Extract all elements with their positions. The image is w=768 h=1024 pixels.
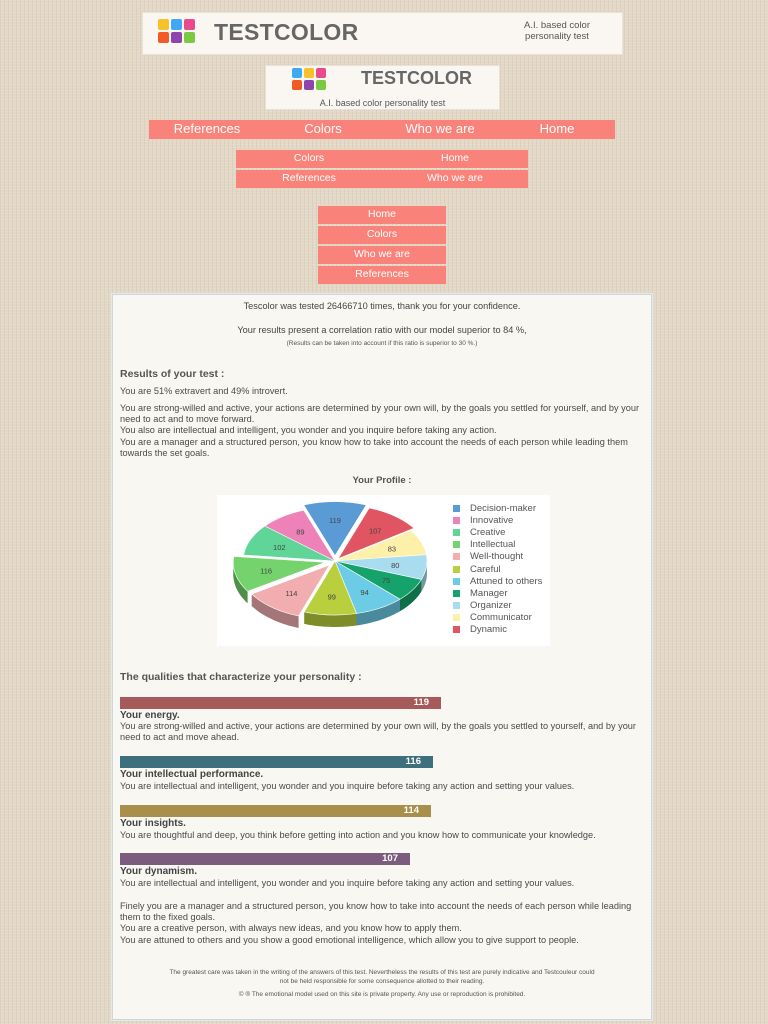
- results-line: You are strong-willed and active, your actions are determined by your own will, by the goals you settled for yourself, and by your need to act and to move forward.: [120, 403, 640, 425]
- site-title[interactable]: TESTCOLOR: [214, 19, 359, 45]
- quality-value: 116: [405, 756, 421, 767]
- header-large: [142, 12, 623, 55]
- nav-link-who-we-are[interactable]: Who we are: [426, 172, 484, 184]
- correlation-text: Your results present a correlation ratio with our model superior to 84 %,: [237, 325, 527, 335]
- pie-slice-label: 89: [296, 527, 305, 537]
- logo-square: [171, 19, 182, 30]
- quality-bar-insights: [120, 805, 431, 817]
- pie-slice-label: 99: [327, 592, 336, 602]
- pie-slice-label: 114: [285, 589, 298, 598]
- tagline-line-1: A.I. based color: [523, 20, 590, 31]
- qualities-heading: The qualities that characterize your personality :: [120, 671, 362, 683]
- nav-link-who-we-are[interactable]: Who we are: [353, 248, 411, 260]
- legend-swatch: [453, 553, 460, 560]
- nav-narrow-home: [318, 206, 446, 224]
- pie-slice-label: 107: [368, 526, 382, 536]
- disclaimer-line: The greatest care was taken in the writing of the answers of this test. Nevertheless the results of this test are purely indicative and Testcouleur could: [169, 969, 595, 976]
- legend-label: Dynamic: [470, 624, 507, 635]
- legend-swatch: [453, 590, 460, 597]
- profile-heading: Your Profile :: [352, 475, 412, 486]
- quality-value: 114: [403, 805, 419, 816]
- results-panel: [112, 294, 652, 1020]
- nav-link-who-we-are[interactable]: Who we are: [405, 121, 475, 136]
- nav-link-references[interactable]: References: [173, 121, 241, 136]
- nav-link-home[interactable]: Home: [367, 208, 396, 220]
- legend-swatch: [453, 626, 460, 633]
- logo-icon[interactable]: [292, 68, 332, 96]
- legend-label: Intellectual: [470, 539, 516, 551]
- legend-swatch: [453, 505, 460, 512]
- pie-slice-label: 102: [273, 542, 286, 552]
- header-small: [265, 65, 500, 110]
- legend-label: Creative: [470, 527, 506, 539]
- quality-text: You are thoughtful and deep, you think before getting into action and you know how to communicate your knowledge.: [120, 830, 596, 840]
- nav-bar-mid-row-2: [236, 170, 528, 188]
- tagline-line-2: personality test: [525, 31, 589, 42]
- nav-narrow-colors: [318, 226, 446, 244]
- quality-title: Your energy.: [120, 710, 180, 721]
- quality-bar-dynamism: [120, 853, 410, 865]
- nav-bar-wide: [149, 120, 615, 139]
- copyright: © ® The emotional model used on this site is private property. Any use or reproduction is prohibited.: [238, 991, 526, 998]
- final-line: You are a creative person, with always new ideas, and you know how to apply them.: [120, 923, 462, 934]
- quality-text: You are intellectual and intelligent, you wonder and you inquire before taking any action and setting your values.: [120, 781, 575, 791]
- extravert-text: You are 51% extravert and 49% introvert.: [120, 386, 288, 396]
- logo-square: [292, 80, 302, 90]
- nav-link-home[interactable]: Home: [539, 121, 575, 136]
- legend-swatch: [453, 529, 460, 536]
- disclaimer-line: not be held responsible for some consequence allotted to their reading.: [279, 978, 485, 985]
- pie-slice-label: 94: [360, 588, 369, 598]
- logo-square: [171, 32, 182, 43]
- legend-label: Manager: [470, 587, 508, 599]
- nav-narrow-references: [318, 266, 446, 284]
- nav-link-colors[interactable]: Colors: [366, 228, 398, 240]
- legend-label: Decision-maker: [470, 503, 536, 514]
- logo-square: [304, 80, 314, 90]
- results-paragraph: [120, 403, 645, 459]
- logo-square: [316, 68, 326, 78]
- logo-square: [292, 68, 302, 78]
- quality-bar-energy: [120, 697, 441, 709]
- profile-chart: [217, 495, 550, 646]
- legend-swatch: [453, 614, 460, 621]
- logo-square: [158, 32, 169, 43]
- legend-label: Organizer: [470, 599, 512, 611]
- logo-square: [184, 32, 195, 43]
- final-line: You are attuned to others and you show a good emotional intelligence, which allow you to give support to people.: [120, 934, 579, 945]
- site-tagline: A.I. based color personality test: [319, 98, 446, 108]
- quality-title: Your intellectual performance.: [120, 769, 264, 780]
- results-heading: Results of your test :: [120, 368, 225, 380]
- nav-bar-mid-row-1: [236, 150, 528, 168]
- profile-pie-chart: [217, 495, 447, 646]
- logo-square: [184, 19, 195, 30]
- nav-link-references[interactable]: References: [282, 172, 336, 184]
- nav-link-colors[interactable]: Colors: [293, 152, 325, 164]
- final-paragraph: [120, 901, 645, 946]
- legend-swatch: [453, 602, 460, 609]
- legend-label: Careful: [470, 563, 501, 575]
- pie-slice-label: 75: [382, 576, 391, 586]
- nav-link-home[interactable]: Home: [440, 152, 469, 164]
- logo-icon[interactable]: [158, 19, 198, 47]
- results-line: You are a manager and a structured person, you know how to take into account the needs of each person while leading them towards the set goals.: [120, 436, 628, 458]
- quality-text: You are intellectual and intelligent, you wonder and you inquire before taking any action and setting your values.: [120, 878, 575, 888]
- site-title[interactable]: TESTCOLOR: [361, 68, 472, 88]
- pie-slice-label: 119: [329, 516, 341, 526]
- nav-link-colors[interactable]: Colors: [304, 121, 342, 136]
- pie-slice-label: 80: [391, 561, 400, 571]
- quality-title: Your dynamism.: [120, 866, 198, 877]
- pie-slice-label: 116: [260, 566, 273, 576]
- quality-value: 107: [382, 853, 398, 864]
- logo-square: [304, 68, 314, 78]
- nav-link-references[interactable]: References: [355, 268, 409, 280]
- quality-bar-intellectual: [120, 756, 433, 768]
- nav-narrow-who-we-are: [318, 246, 446, 264]
- pie-slice-label: 83: [387, 544, 397, 554]
- quality-text: You are strong-willed and active, your actions are determined by your own will, by the goals you settled to yourself, and by your need to act and move ahead.: [120, 721, 636, 743]
- legend-swatch: [453, 541, 460, 548]
- site-tagline: [515, 20, 599, 42]
- disclaimer: [113, 968, 651, 986]
- quality-value: 119: [413, 697, 429, 708]
- quality-title: Your insights.: [120, 818, 186, 829]
- final-line: Finely you are a manager and a structured person, you know how to take into account the needs of each person while leading them to the fixed goals.: [120, 901, 632, 923]
- results-line: You also are intellectual and intelligent, you wonder and you inquire before taking any action.: [120, 425, 497, 436]
- legend-label: Innovative: [470, 515, 514, 527]
- legend-swatch: [453, 578, 460, 585]
- logo-square: [158, 19, 169, 30]
- legend-label: Attuned to others: [470, 575, 543, 587]
- legend-label: Well-thought: [470, 551, 524, 563]
- legend-swatch: [453, 517, 460, 524]
- correlation-note: (Results can be taken into account if this ratio is superior to 30 %.): [286, 340, 478, 347]
- legend-label: Communicator: [470, 611, 532, 623]
- logo-square: [316, 80, 326, 90]
- tested-count-text: Tescolor was tested 26466710 times, thank you for your confidence.: [243, 301, 521, 311]
- legend-swatch: [453, 566, 460, 573]
